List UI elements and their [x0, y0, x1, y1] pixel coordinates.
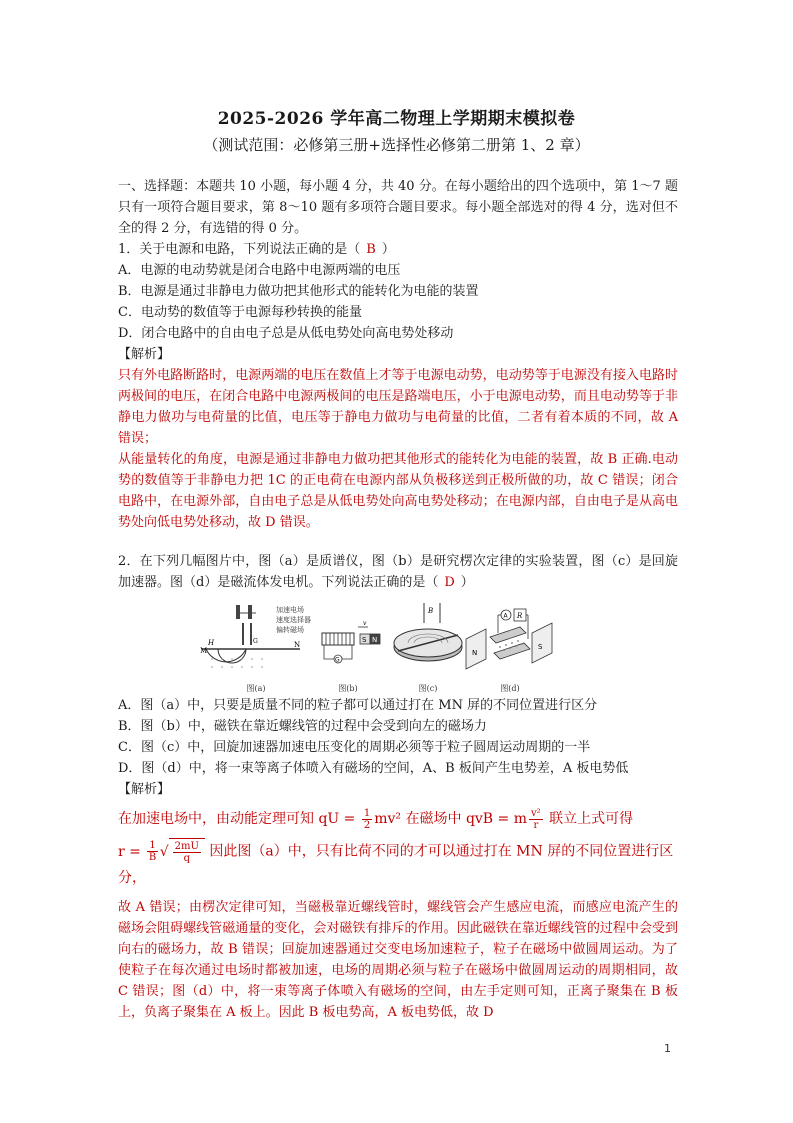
- svg-text:N: N: [294, 641, 301, 649]
- figure-c-caption: 图(c): [418, 684, 438, 693]
- svg-text:A: A: [503, 612, 508, 620]
- figure-d-caption: 图(d): [500, 684, 520, 693]
- q2-option-a: A．图（a）中，只要是质量不同的粒子都可以通过打在 MN 屏的不同位置进行区分: [118, 698, 598, 713]
- section-intro: 一、选择题：本题共 10 小题，每小题 4 分，共 40 分。在每小题给出的四个选项中，第 1～7 题只有一项符合题目要求，第 8～10 题有多项符合题目要求。每小题全部选对的得 4 分，选对但不全的得 2 分，有选错的得 0 分。: [118, 179, 678, 236]
- formula-qU: qU = $\frac{1}{2}$ mv²: [318, 807, 402, 831]
- q2-option-b: B．图（b）中，磁铁在靠近螺线管的过程中会受到向左的磁场力: [118, 719, 487, 734]
- svg-text:G: G: [335, 656, 340, 664]
- svg-text:R: R: [517, 612, 523, 620]
- q1-option-b: B．电源是通过非静电力做功把其他形式的能转化为电能的装置: [118, 284, 479, 299]
- q2-analysis-tag: 【解析】: [118, 782, 171, 797]
- q2-option-d: D．图（d）中，将一束等离子体喷入有磁场的空间，A、B 板间产生电势差，A 板电势低: [118, 761, 629, 776]
- svg-text:N: N: [472, 649, 478, 657]
- svg-text:B: B: [428, 607, 434, 615]
- q1-analysis-2: 从能量转化的角度，电源是通过非静电力做功把其他形式的能转化为电能的装置，故 B 正确.电动势的数值等于非静电力把 1C 的正电荷在电源内部从负极移送到正极所做的功，故 C 错误；闭合电路中，在电源外部，自由电子总是从低电势处向高电势处移动；在电源内部，自由电子是从高电势处向低电势处移动，故 D 错误。: [118, 452, 678, 530]
- solenoid-magnet-diagram: [318, 617, 382, 665]
- q2-figures: [118, 603, 678, 693]
- q2-formula-line-2: r = $\frac{1}{B}$ √ $\frac{2mU}{q}$ 因此图（a）中，只有比荷不同的才可以通过打在 MN 屏的不同位置进行区分，: [118, 840, 674, 886]
- question-1-answer: B: [366, 242, 376, 257]
- mhd-generator-diagram: [464, 603, 556, 677]
- figure-b-caption: 图(b): [338, 684, 358, 693]
- figure-d: [464, 603, 556, 677]
- main-content: [118, 176, 678, 1023]
- svg-text:G: G: [253, 638, 258, 645]
- formula-qvB: qvB = m $\frac{\text{v²}}{r}$: [465, 807, 541, 831]
- q2-analysis: 故 A 错误；由楞次定律可知，当磁极靠近螺线管时，螺线管会产生感应电流，而感应电流产生的磁场会阻碍螺线管磁通量的变化，会对磁铁有排斥的作用。因此磁铁在靠近螺线管的过程中会受到向右的磁场力，故 B 错误；回旋加速器通过交变电场加速粒子，粒子在磁场中做圆周运动。为了使粒子在每次通过电场时都被加速，电场的周期必须与粒子在磁场中做圆周运动的周期相同，故 C 错误；图（d）中，将一束等离子体喷入有磁场的空间，由左手定则可知，正离子聚集在 B 板上，负离子聚集在 A 板上。因此 B 板电势高，A 板电势低，故 D: [118, 900, 678, 1020]
- figure-c: [390, 603, 466, 677]
- cyclotron-diagram: [390, 603, 466, 677]
- q1-option-d: D．闭合电路中的自由电子总是从低电势处向高电势处移动: [118, 326, 454, 341]
- figure-a-caption: 图(a): [246, 684, 266, 693]
- page-title: 2025-2026 学年高二物理上学期期末模拟卷: [217, 109, 576, 129]
- svg-text:H: H: [208, 639, 215, 647]
- page-subtitle: （测试范围：必修第三册+选择性必修第二册第 1、2 章）: [203, 136, 590, 154]
- svg-text:M: M: [200, 647, 208, 655]
- q1-option-a: A．电源的电动势就是闭合电路中电源两端的电压: [118, 263, 401, 278]
- question-2-answer: D: [444, 575, 455, 590]
- figure-a-labels: 加速电场 速度选择器 偏转磁场: [276, 606, 311, 634]
- svg-text:v: v: [363, 620, 367, 627]
- q1-analysis-tag: 【解析】: [118, 347, 171, 362]
- svg-text:N: N: [372, 636, 378, 644]
- question-2-stem: 2．在下列几幅图片中，图（a）是质谱仪，图（b）是研究楞次定律的实验装置，图（c）是回旋加速器。图（d）是磁流体发电机。下列说法正确的是（ D ）: [118, 554, 678, 590]
- svg-text:S: S: [538, 643, 543, 651]
- q1-analysis-1: 只有外电路断路时，电源两端的电压在数值上才等于电源电动势，电动势等于电源没有接入电路时两极间的电压，在闭合电路中电源两极间的电压是路端电压，小于电源电动势，而且电动势等于非静电力做功与电荷量的比值，电压等于静电力做功与电荷量的比值，二者有着本质的不同，故 A 错误；: [118, 368, 678, 446]
- q2-option-c: C．图（c）中，回旋加速器加速电压变化的周期必须等于粒子圆周运动周期的一半: [118, 740, 591, 755]
- svg-text:S: S: [362, 636, 367, 644]
- figure-b: [318, 617, 382, 665]
- question-1-stem: 1．关于电源和电路，下列说法正确的是（ B ）: [118, 242, 395, 257]
- q1-option-c: C．电动势的数值等于电源每秒转换的能量: [118, 305, 362, 320]
- formula-r: r = $\frac{1}{B}$ √ $\frac{2mU}{q}$: [118, 844, 205, 860]
- page-number: 1: [664, 1042, 671, 1055]
- q2-formula-line-1: 在加速电场中，由动能定理可知 qU = $\frac{1}{2}$ mv² 在磁场中 qvB = m $\frac{\text{v²}}{r}$ 联立上式可得: [118, 807, 634, 831]
